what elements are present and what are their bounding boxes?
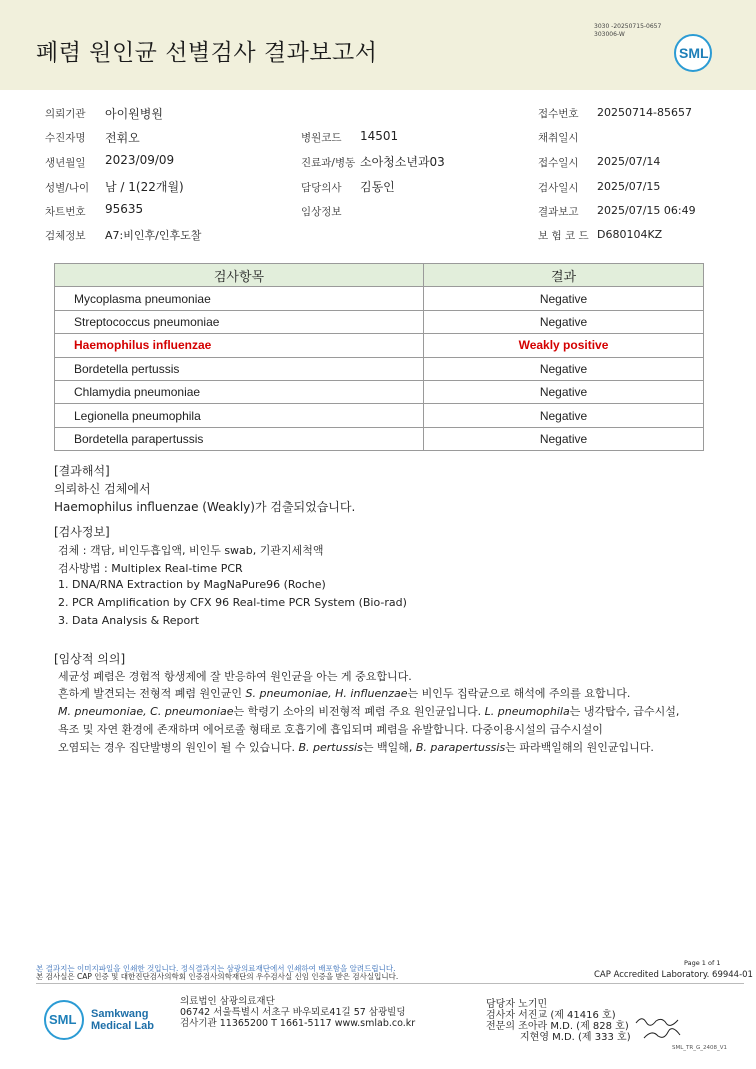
request-org-label: 의뢰기관 — [45, 108, 86, 120]
test-info-method: 검사방법 : Multiplex Real-time PCR — [58, 562, 243, 575]
test-result: Weakly positive — [424, 334, 704, 357]
footer-logo-text: SML — [49, 1012, 77, 1027]
staff-line-4: 지현영 M.D. (제 333 호) — [520, 1032, 631, 1043]
test-info-step-1: 1. DNA/RNA Extraction by MagNaPure96 (Roche) — [58, 578, 326, 591]
clinical-species: S. pneumoniae, H. influenzae — [245, 687, 408, 700]
specimen-value: A7:비인후/인후도찰 — [105, 229, 202, 242]
address-line-2: 06742 서울특별시 서초구 바우뫼로41길 57 삼광빌딩 — [180, 1007, 406, 1018]
footer-staff — [486, 999, 631, 1043]
signature-2 — [642, 1026, 682, 1042]
clinical-text: 는 냉각탑수, 급수시설, — [569, 705, 680, 718]
table-row — [55, 357, 704, 380]
hospital-code-label: 병원코드 — [301, 132, 342, 144]
receipt-no-label: 접수번호 — [538, 108, 579, 120]
test-result: Negative — [424, 287, 704, 310]
name-label: 수진자명 — [45, 132, 86, 144]
results-table — [54, 263, 704, 451]
report-date-value: 2025/07/15 06:49 — [597, 204, 696, 217]
receipt-no-value: 20250714-85657 — [597, 106, 692, 119]
clinical-text: 는 파라백일해의 원인균입니다. — [505, 741, 654, 754]
table-row — [55, 310, 704, 333]
birth-label: 생년월일 — [45, 157, 86, 169]
cap-accreditation: CAP Accredited Laboratory. 69944-01 — [594, 970, 753, 980]
test-info-step-3: 3. Data Analysis & Report — [58, 614, 200, 627]
table-row — [55, 427, 704, 450]
doctor-label: 담당의사 — [301, 182, 342, 194]
test-info-specimen: 검체 : 객담, 비인두흡입액, 비인두 swab, 기관지세척액 — [58, 544, 324, 557]
clinical-text: 는 백일해, — [362, 741, 416, 754]
doc-code-1: 3030 -20250715-0657 — [594, 23, 662, 30]
test-item: Bordetella parapertussis — [55, 427, 424, 450]
cap-certification-notice: 본 검사실은 CAP 인증 및 대한진단검사의학회 인증검사의학재단의 우수검사실 신임 인증을 받은 검사실입니다. — [36, 972, 399, 981]
page-number: Page 1 of 1 — [684, 959, 721, 967]
chart-value: 95635 — [105, 202, 144, 216]
sml-logo — [674, 34, 712, 72]
interpretation-line-1: 의뢰하신 검체에서 — [54, 482, 151, 496]
chart-label: 차트번호 — [45, 206, 86, 218]
birth-value: 2023/09/09 — [105, 153, 175, 167]
brand-line-1: Samkwang — [91, 1008, 149, 1020]
staff-line-1: 담당자 노기민 — [486, 999, 548, 1010]
test-item: Haemophilus influenzae — [55, 334, 424, 357]
brand-line-2: Medical Lab — [91, 1020, 154, 1032]
clinical-title: [임상적 의의] — [54, 652, 126, 666]
clinical-species: B. parapertussis — [415, 741, 506, 754]
table-row — [55, 380, 704, 403]
dept-value: 소아청소년과03 — [360, 155, 445, 169]
footer-divider — [36, 983, 744, 984]
clinical-line-1: 세균성 폐렴은 경험적 항생제에 잘 반응하여 원인균을 아는 게 중요합니다. — [58, 670, 412, 683]
sml-logo-text: SML — [679, 45, 709, 61]
table-row — [55, 287, 704, 310]
report-date-label: 결과보고 — [538, 206, 579, 218]
clinical-species: L. pneumophila — [484, 705, 570, 718]
interpretation-line-2: Haemophilus influenzae (Weakly)가 검출되었습니다. — [54, 500, 356, 514]
insurance-code-label: 보 험 코 드 — [538, 230, 589, 242]
test-result: Negative — [424, 357, 704, 380]
table-header-row — [55, 264, 704, 287]
interpretation-title: [결과해석] — [54, 464, 110, 478]
test-result: Negative — [424, 427, 704, 450]
clinical-info-label: 임상정보 — [301, 206, 342, 218]
test-result: Negative — [424, 404, 704, 427]
test-result: Negative — [424, 310, 704, 333]
footer-sml-logo — [44, 1000, 84, 1040]
header-test-item: 검사항목 — [55, 264, 424, 287]
clinical-line-4: 욕조 및 자연 환경에 존재하며 에어로졸 형태로 호흡기에 흡입되며 폐렴을 유발합니다. 다중이용시설의 급수시설이 — [58, 723, 603, 736]
clinical-text: 흔하게 발견되는 전형적 폐렴 원인균인 — [58, 687, 246, 700]
hospital-code-value: 14501 — [360, 129, 399, 143]
test-info-step-2: 2. PCR Amplification by CFX 96 Real-time PCR System (Bio-rad) — [58, 596, 407, 609]
clinical-text: 는 비인두 집락균으로 해석에 주의를 요합니다. — [407, 687, 631, 700]
document-codes — [594, 23, 661, 39]
name-value: 전휘오 — [105, 131, 140, 145]
test-item: Chlamydia pneumoniae — [55, 380, 424, 403]
sex-age-value: 남 / 1(22개월) — [105, 180, 184, 194]
footer-brand — [91, 1008, 154, 1032]
footer-address — [180, 996, 415, 1029]
table-row — [55, 404, 704, 427]
clinical-line-3 — [58, 703, 679, 719]
form-code: SML_TR_G_2408_V1 — [672, 1045, 728, 1051]
test-item: Bordetella pertussis — [55, 357, 424, 380]
clinical-text: 오염되는 경우 집단발병의 원인이 될 수 있습니다. — [58, 741, 299, 754]
specimen-label: 검체정보 — [45, 230, 86, 242]
clinical-text: 는 학령기 소아의 비전형적 폐렴 주요 원인균입니다. — [233, 705, 485, 718]
test-info-title: [검사정보] — [54, 525, 110, 539]
test-result: Negative — [424, 380, 704, 403]
clinical-line-2 — [58, 685, 630, 701]
clinical-species: M. pneumoniae, C. pneumoniae — [58, 705, 234, 718]
dept-label: 진료과/병동 — [301, 157, 356, 169]
doctor-value: 김동인 — [360, 180, 395, 194]
test-date-value: 2025/07/15 — [597, 180, 661, 193]
address-line-3: 검사기관 11365200 T 1661-5117 www.smlab.co.kr — [180, 1018, 416, 1029]
staff-line-2: 검사자 서진교 (제 41416 호) — [486, 1010, 616, 1021]
sex-age-label: 성별/나이 — [45, 182, 90, 194]
test-item: Mycoplasma pneumoniae — [55, 287, 424, 310]
clinical-species: B. pertussis — [298, 741, 363, 754]
collect-date-label: 채취일시 — [538, 132, 579, 144]
doc-code-2: 303006-W — [594, 31, 625, 38]
test-item: Legionella pneumophila — [55, 404, 424, 427]
address-line-1: 의료법인 삼광의료재단 — [180, 996, 275, 1007]
table-row-highlighted — [55, 334, 704, 357]
staff-line-3: 전문의 조아라 M.D. (제 828 호) — [486, 1021, 629, 1032]
header-result: 결과 — [424, 264, 704, 287]
print-notice: 본 결과지는 이미지파일을 인쇄한 것입니다. 정식결과지는 삼광의료재단에서 인쇄하여 배포함을 알려드립니다. — [36, 964, 396, 973]
request-org-value: 아이원병원 — [105, 107, 163, 121]
report-title: 폐렴 원인균 선별검사 결과보고서 — [36, 40, 378, 66]
insurance-code-value: D680104KZ — [597, 228, 663, 241]
test-date-label: 검사일시 — [538, 182, 579, 194]
receipt-date-label: 접수일시 — [538, 157, 579, 169]
test-item: Streptococcus pneumoniae — [55, 310, 424, 333]
receipt-date-value: 2025/07/14 — [597, 155, 661, 168]
clinical-line-5 — [58, 739, 654, 755]
